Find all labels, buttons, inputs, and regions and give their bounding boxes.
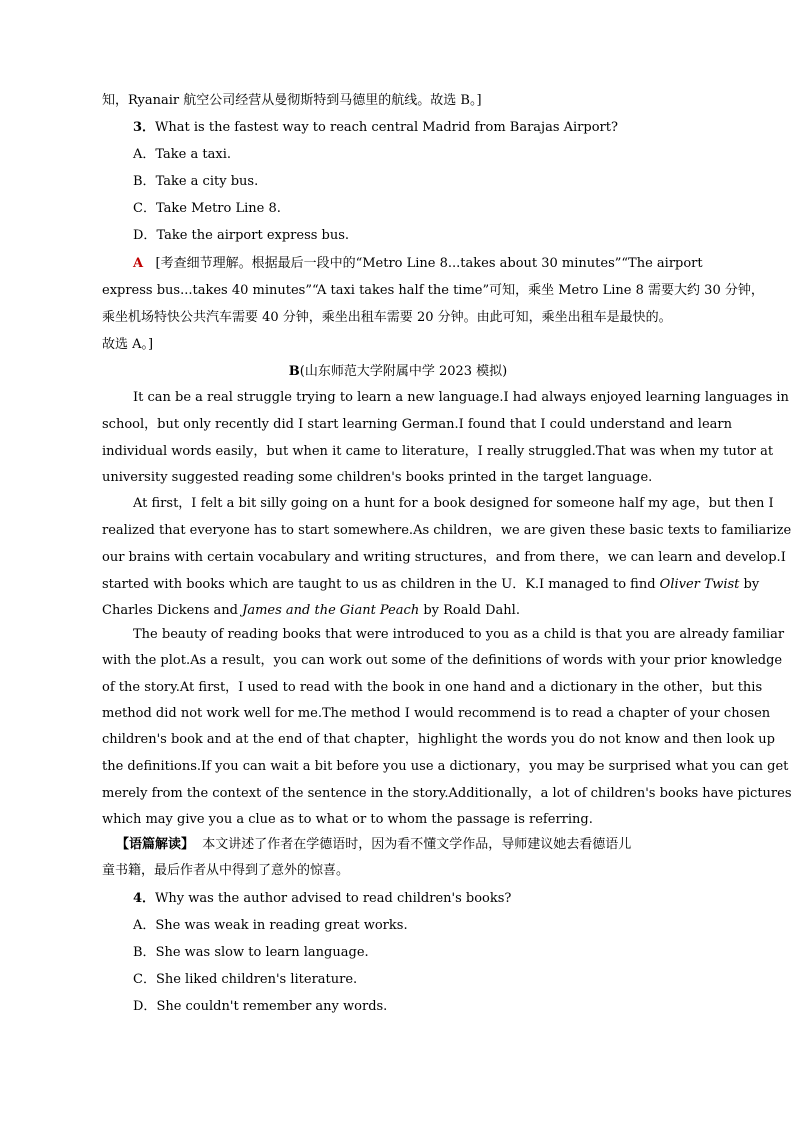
text: started with books which are taught to us as children in the U．K.I managed to find	[102, 577, 660, 592]
text: by Roald Dahl.	[419, 603, 520, 618]
option-d	[133, 998, 694, 1016]
option-c	[133, 200, 694, 218]
option-label: D．	[133, 228, 157, 243]
section-letter: B	[288, 364, 300, 379]
reading-note-line-2: 童书籍，最后作者从中得到了意外的惊喜。	[102, 863, 350, 878]
option-label: B．	[133, 174, 156, 189]
p3-line-3: of the story.At first，I used to read with the book in one hand and a dictionary in the other，but this	[102, 680, 763, 695]
option-text: Take a taxi.	[155, 147, 231, 162]
option-b	[133, 944, 694, 962]
option-a	[133, 146, 694, 164]
reading-note-line-1	[116, 836, 694, 854]
reading-note-text: 本文讲述了作者在学德语时，因为看不懂文学作品，导师建议她去看德语儿	[202, 837, 632, 852]
p3-line-2: with the plot.As a result，you can work out some of the definitions of words with your prior knowledge	[102, 653, 783, 668]
option-text: She liked children's literature.	[155, 972, 358, 987]
p1-line-2: school，but only recently did I start learning German.I found that I could understand and learn	[102, 417, 732, 432]
option-text: She was weak in reading great works.	[155, 918, 408, 933]
option-label: A．	[133, 918, 156, 933]
answer-letter: A	[133, 256, 144, 271]
p3-line-8: which may give you a clue as to what or to whom the passage is referring.	[102, 812, 593, 827]
option-text: Take the airport express bus.	[156, 228, 350, 243]
question-number: 3．	[133, 120, 156, 135]
p1-line-1: It can be a real struggle trying to learn a new language.I had always enjoyed learning languages in	[133, 390, 789, 405]
q3-explanation-line-3: 乘坐机场特快公共汽车需要 40 分钟，乘坐出租车需要 20 分钟。由此可知，乘坐出租车是最快的。	[102, 310, 672, 325]
p3-line-4: method did not work well for me.The method I would recommend is to read a chapter of your chosen	[102, 706, 771, 721]
option-text: She couldn't remember any words.	[156, 999, 388, 1014]
text: by	[739, 577, 760, 592]
q3-explanation-line-1	[133, 255, 703, 273]
option-label: A．	[133, 147, 156, 162]
book-title: Oliver Twist	[659, 577, 740, 592]
question-3	[133, 119, 694, 137]
p3-line-7: merely from the context of the sentence in the story.Additionally，a lot of children's books have pictures	[102, 786, 792, 801]
q3-explanation-line-2: express bus...takes 40 minutes”“A taxi takes half the time”可知，乘坐 Metro Line 8 需要大约 30 分钟，	[102, 283, 764, 298]
p3-line-6: the definitions.If you can wait a bit before you use a dictionary，you may be surprised what you can get	[102, 759, 789, 774]
p2-line-3: our brains with certain vocabulary and writing structures，and from there，we can learn and develop.I	[102, 550, 786, 565]
p1-line-4: university suggested reading some children's books printed in the target language.	[102, 470, 653, 485]
q2-explanation-tail: 知，Ryanair 航空公司经营从曼彻斯特到马德里的航线。故选 B。]	[102, 93, 482, 108]
explanation-text: [考查细节理解。根据最后一段中的“Metro Line 8...takes about 30 minutes”“The airport	[155, 256, 703, 271]
p3-line-5: children's book and at the end of that chapter，highlight the words you do not know and then look up	[102, 732, 775, 747]
option-text: She was slow to learn language.	[155, 945, 369, 960]
p2-line-4	[102, 576, 760, 594]
option-a	[133, 917, 694, 935]
p2-line-5	[102, 602, 694, 620]
option-label: D．	[133, 999, 157, 1014]
section-source: (山东师范大学附属中学 2023 模拟)	[299, 364, 508, 379]
option-text: Take Metro Line 8.	[155, 201, 281, 216]
book-title: James and the Giant Peach	[242, 603, 420, 618]
text: Charles Dickens and	[102, 603, 243, 618]
p2-line-1: At first，I felt a bit silly going on a hunt for a book designed for someone half my age，but then I	[133, 496, 774, 511]
question-4	[133, 890, 694, 908]
p3-line-1: The beauty of reading books that were introduced to you as a child is that you are already familiar	[133, 627, 785, 642]
reading-note-tag: 【语篇解读】	[116, 837, 195, 852]
option-d	[133, 227, 694, 245]
section-b-heading	[102, 363, 694, 381]
option-label: C．	[133, 201, 156, 216]
p2-line-2: realized that everyone has to start somewhere.As children，we are given these basic texts to familiarize	[102, 523, 792, 538]
option-b	[133, 173, 694, 191]
option-label: B．	[133, 945, 156, 960]
p1-line-3: individual words easily，but when it came to literature，I really struggled.That was when my tutor at	[102, 444, 774, 459]
option-text: Take a city bus.	[155, 174, 259, 189]
q3-explanation-line-4: 故选 A。]	[102, 337, 154, 352]
option-c	[133, 971, 694, 989]
question-stem: Why was the author advised to read children's books?	[155, 891, 512, 906]
question-number: 4．	[133, 891, 156, 906]
question-stem: What is the fastest way to reach central Madrid from Barajas Airport?	[155, 120, 618, 135]
option-label: C．	[133, 972, 156, 987]
